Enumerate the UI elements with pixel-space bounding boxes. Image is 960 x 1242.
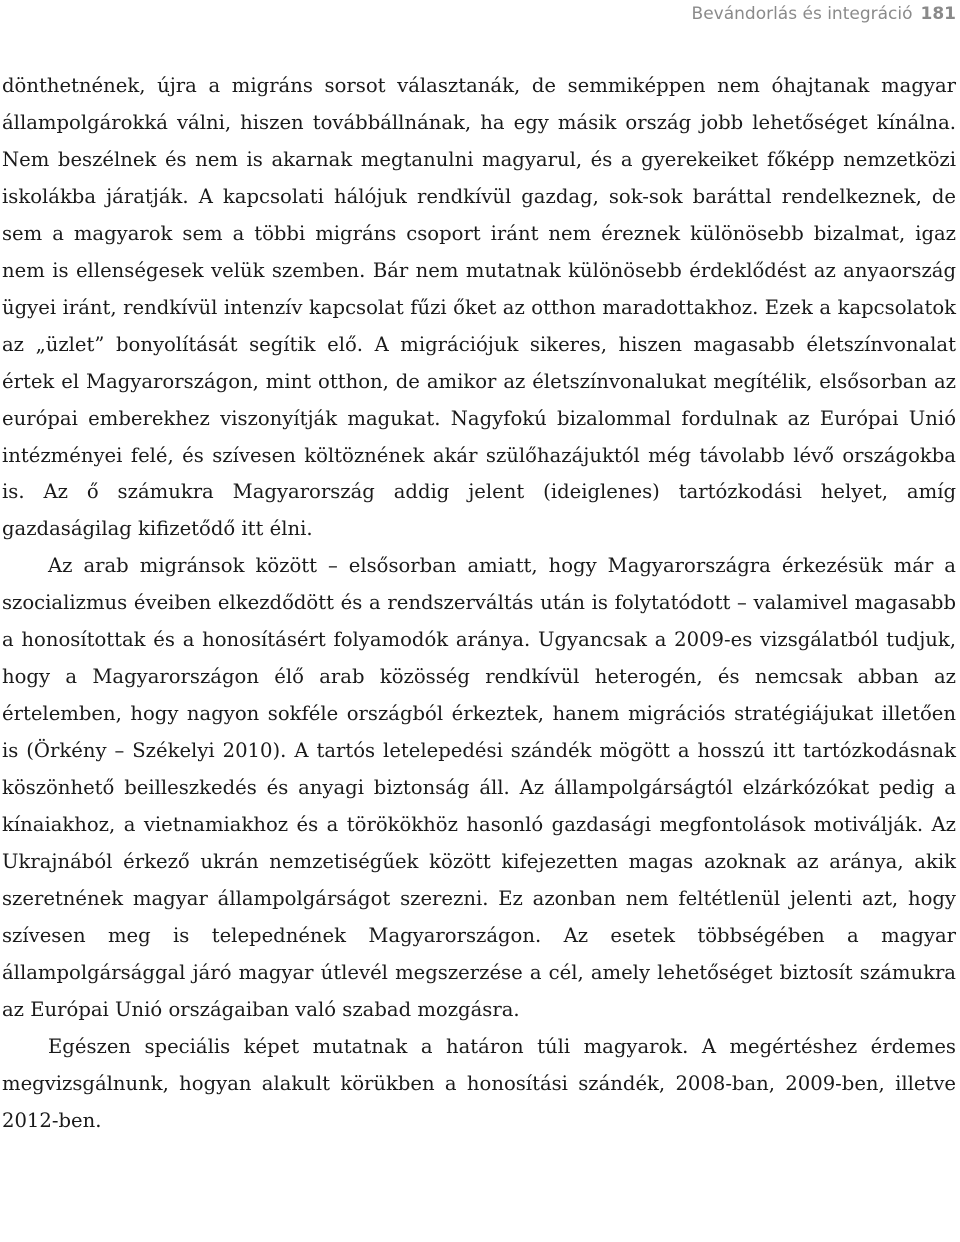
paragraph-arab-migrants: Az arab migránsok között – elsősorban amiatt, hogy Magyarországra érkezésük már a szocializmus éveiben elkezdődött és a rendszerváltás után is folytatódott – valamivel magasabb a honosítottak és a honosításért folyamodók aránya. Ugyancsak a 2009-es vizsgálatból tudjuk, hogy a Magyarországon élő arab közösség rendkívül heterogén, és nemcsak abban az értelemben, hogy nagyon sokféle országból érkeztek, hanem migrációs stratégiájukat illetően is (Örkény – Székelyi 2010). A tartós letelepedési szándék mögött a hosszú itt tartózkodásnak köszönhető beilleszkedés és anyagi biztonság áll. Az állampolgárságtól elzárkózókat pedig a kínaiakhoz, a vietnamiakhoz és a törökökhöz hasonló gazdasági megfontolások motiválják. Az Ukrajnából érkező ukrán nemzetiségűek között kifejezetten magas azoknak az aránya, akik szeretnének magyar állampolgárságot szerezni. Ez azonban nem feltétlenül jelenti azt, hogy szívesen meg is telepednének Magyarországon. Az esetek többségében a magyar állampolgársággal járó magyar útlevél megszerzése a cél, amely lehetőséget biztosít számukra az Európai Unió országaiban való szabad mozgásra. [2, 554, 956, 1021]
running-header [692, 4, 956, 24]
paragraph-hungarians-abroad: Egészen speciális képet mutatnak a határon túli magyarok. A megértéshez érdemes megvizsgálnunk, hogyan alakult körükben a honosítási szándék, 2008-ban, 2009-ben, illetve 2012-ben. [2, 1034, 956, 1132]
body-text [2, 68, 956, 1140]
paragraph-continuation: dönthetnének, újra a migráns sorsot választanák, de semmiképpen nem óhajtanak magyar állampolgárokká válni, hiszen továbbállnának, ha egy másik ország jobb lehetőséget kínálna. Nem beszélnek és nem is akarnak megtanulni magyarul, és a gyerekeiket főképp nemzetközi iskolákba járatják. A kapcsolati hálójuk rendkívül gazdag, sok-sok baráttal rendelkeznek, de sem a magyarok sem a többi migráns csoport iránt nem éreznek különösebb bizalmat, igaz nem is ellenségesek velük szemben. Bár nem mutatnak különösebb érdeklődést az anyaország ügyei iránt, rendkívül intenzív kapcsolat fűzi őket az otthon maradottakhoz. Ezek a kapcsolatok az „üzlet” bonyolítását segítik elő. A migrációjuk sikeres, hiszen magasabb életszínvonalat értek el Magyarországon, mint otthon, de amikor az életszínvonalukat megítélik, elsősorban az európai emberekhez viszonyítják magukat. Nagyfokú bizalommal fordulnak az Európai Unió intézményei felé, és szívesen költöznének akár szülőhazájuktól még távolabb lévő országokba is. Az ő számukra Magyarország addig jelent (ideiglenes) tartózkodási helyet, amíg gazdaságilag kifizetődő itt élni. [2, 74, 956, 541]
running-header-title: Bevándorlás és integráció [691, 4, 913, 24]
page-number: 181 [920, 4, 956, 24]
